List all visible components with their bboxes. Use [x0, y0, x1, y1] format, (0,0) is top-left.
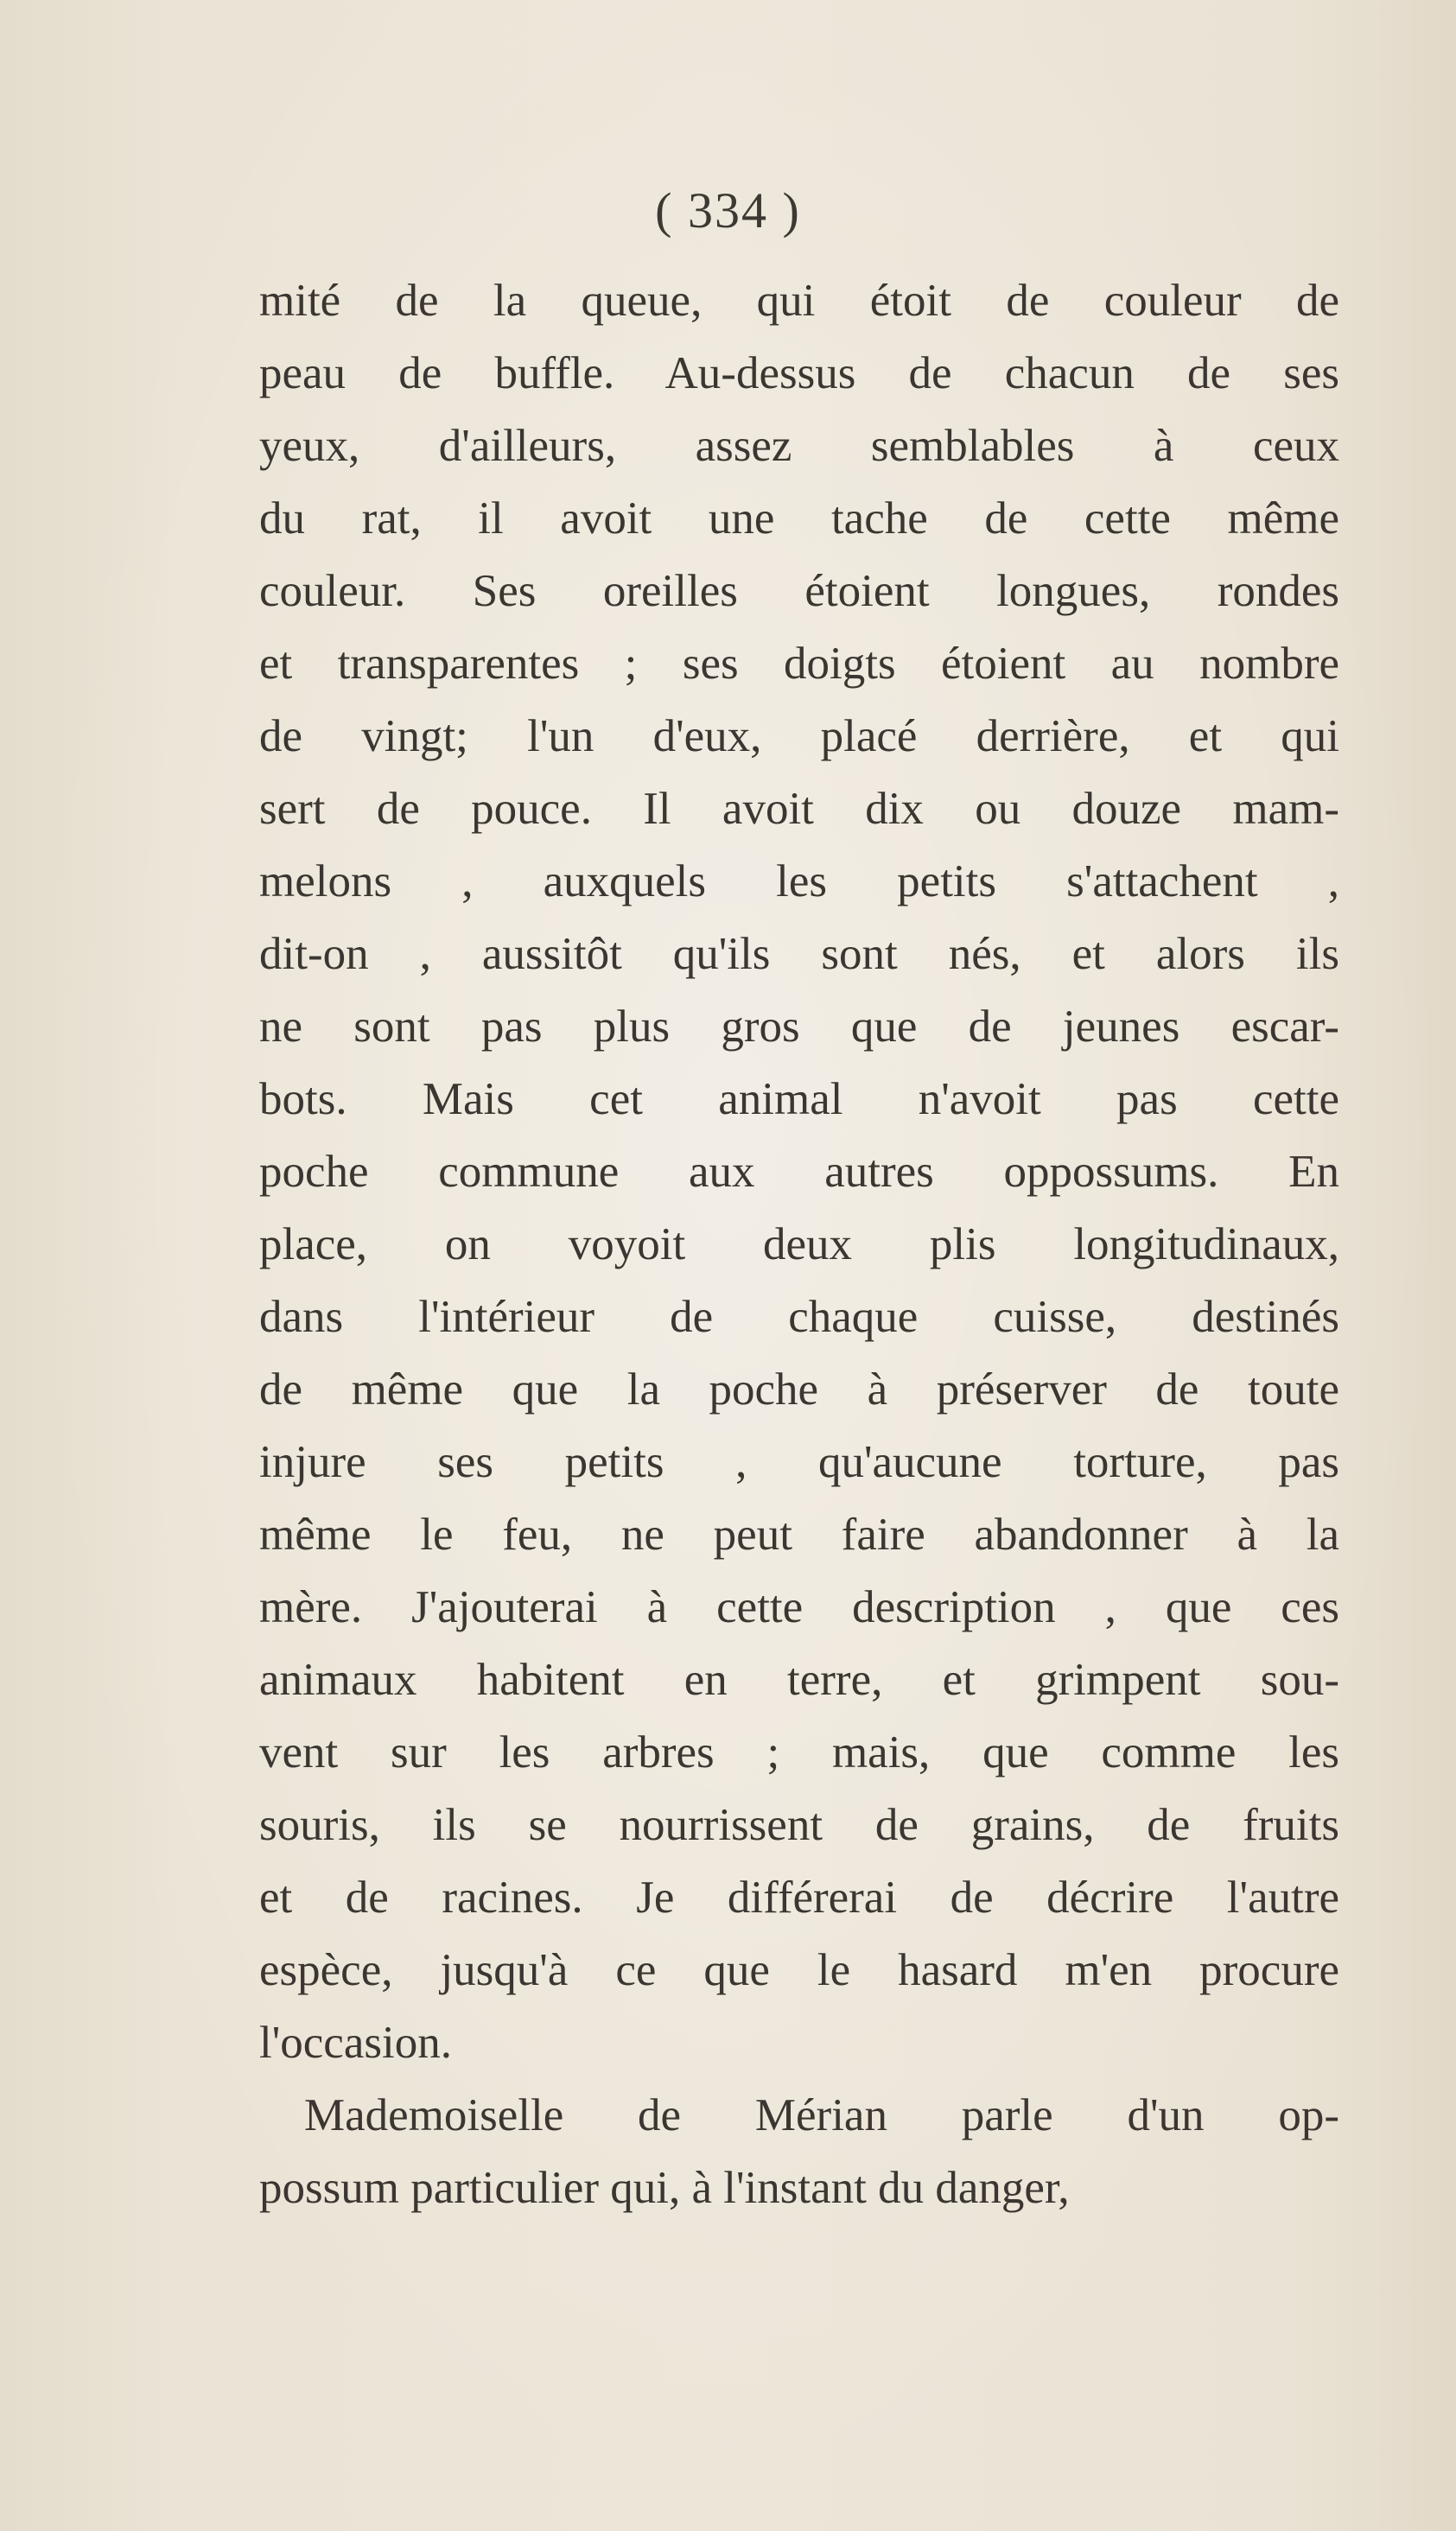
text-line: dit-on , aussitôt qu'ils sont nés, et alors ils — [259, 929, 1339, 979]
text-line: possum particulier qui, à l'instant du danger, — [259, 2163, 1070, 2213]
text-line: même le feu, ne peut faire abandonner à la — [259, 1510, 1339, 1560]
text-line: sert de pouce. Il avoit dix ou douze mam- — [259, 784, 1339, 834]
text-line: injure ses petits , qu'aucune torture, pas — [259, 1437, 1339, 1487]
text-line: place, on voyoit deux plis longitudinaux, — [259, 1219, 1339, 1269]
text-line: Mademoiselle de Mérian parle d'un op- — [304, 2090, 1339, 2140]
text-line: et de racines. Je différerai de décrire l'autre — [259, 1873, 1339, 1923]
text-line: espèce, jusqu'à ce que le hasard m'en procure — [259, 1945, 1339, 1995]
text-line: de même que la poche à préserver de toute — [259, 1364, 1339, 1415]
text-line: bots. Mais cet animal n'avoit pas cette — [259, 1074, 1339, 1124]
text-line: ne sont pas plus gros que de jeunes escar- — [259, 1002, 1339, 1052]
text-line: de vingt; l'un d'eux, placé derrière, et qui — [259, 711, 1339, 761]
text-line: mité de la queue, qui étoit de couleur de — [259, 276, 1339, 326]
text-line: du rat, il avoit une tache de cette même — [259, 493, 1339, 544]
text-line: et transparentes ; ses doigts étoient au nombre — [259, 639, 1339, 689]
text-line: souris, ils se nourrissent de grains, de fruits — [259, 1800, 1339, 1850]
text-line: l'occasion. — [259, 2018, 452, 2068]
text-line: couleur. Ses oreilles étoient longues, rondes — [259, 566, 1339, 616]
text-line: peau de buffle. Au-dessus de chacun de ses — [259, 348, 1339, 398]
text-line: poche commune aux autres oppossums. En — [259, 1147, 1339, 1197]
text-line: vent sur les arbres ; mais, que comme les — [259, 1727, 1339, 1777]
text-line: melons , auxquels les petits s'attachent , — [259, 856, 1339, 906]
text-line: yeux, d'ailleurs, assez semblables à ceux — [259, 421, 1339, 471]
body-text — [259, 264, 1339, 2224]
page-number-header: ( 334 ) — [655, 182, 801, 238]
text-line: dans l'intérieur de chaque cuisse, destinés — [259, 1292, 1339, 1342]
text-line: mère. J'ajouterai à cette description , que ces — [259, 1582, 1339, 1632]
text-line: animaux habitent en terre, et grimpent sou- — [259, 1655, 1339, 1705]
